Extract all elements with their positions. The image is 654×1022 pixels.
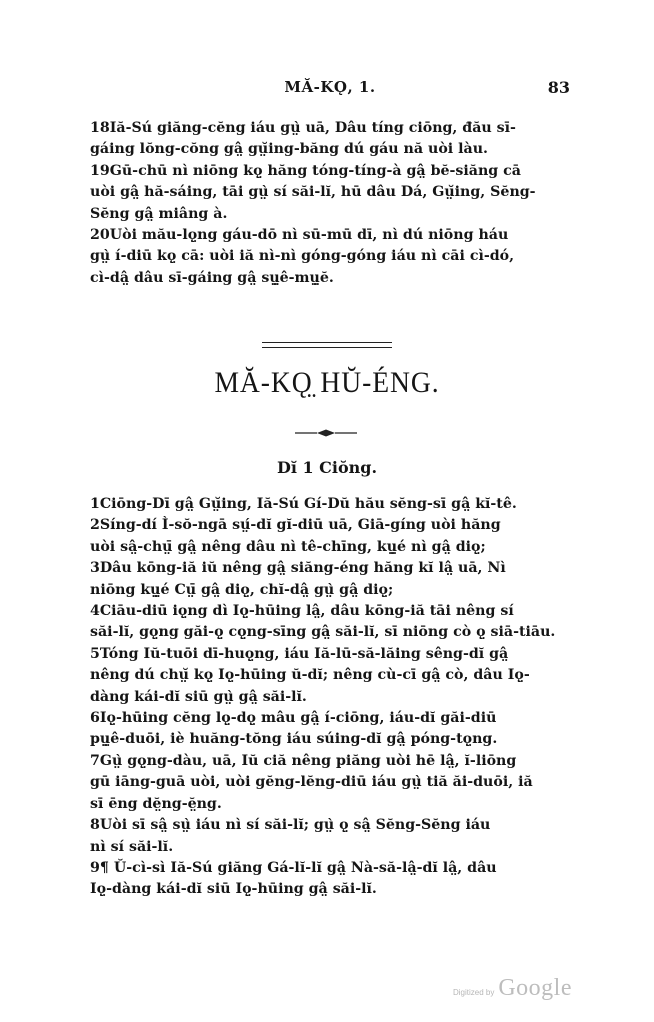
verse xyxy=(90,515,568,558)
verse-continuation-line: niōng kṳ̤é Cṳ̄ gâ̤ diǫ̤, chĭ-dâ̤ gṳ̀ gâ̤ diǫ̤; xyxy=(90,581,394,598)
verse-number: 2 xyxy=(90,517,100,534)
verse-text: Dâu kōng-iă iŭ nêng gâ̤ siăng-éng hăng kĭ lâ̤ uā, Nì xyxy=(99,560,506,577)
book-title: MĂ-KǪ̤ HŬ-ÉNG. xyxy=(214,366,440,399)
verse xyxy=(90,858,568,901)
verse-first-line xyxy=(90,161,568,182)
verse-first-line xyxy=(90,601,568,622)
google-logo: Google xyxy=(498,975,572,1001)
verse-continuation-line: cì-dâ̤ dâu sī-gáing gâ̤ sṳ̤ê-mṳ̤ĕ. xyxy=(90,269,334,286)
section-divider-rule xyxy=(262,342,392,348)
verse-text: Síng-dí Ì-sŏ-ngā sṳ́-dĭ gĭ-diū uā, Giā-gíng uòi hăng xyxy=(99,517,501,534)
verse-first-line xyxy=(90,644,568,665)
verse-first-line xyxy=(90,558,568,579)
verse-continuation-line: pṳ̤ê-duōi, iè huăng-tŏng iáu súing-dĭ gâ̤ póng-tǫ̤ng. xyxy=(90,731,498,748)
verse xyxy=(90,644,568,708)
verse-text: Tóng Iŭ-tuōi dī-huǫ̤ng, iáu Iă-lū-să-lăing sêng-dĭ gâ̤ xyxy=(99,645,509,662)
watermark-small-text: Digitized by xyxy=(452,988,495,997)
verse-continuation-line: uòi gâ̤ hă-sáing, tāi gṳ̀ sí săi-lĭ, hū dâu Dá, Gṳ̆ing, Sĕng- xyxy=(90,184,536,201)
verse xyxy=(90,494,568,515)
verse-continuation-line: Sĕng gâ̤ miâng à. xyxy=(90,205,228,222)
verse-number: 8 xyxy=(90,817,100,834)
chapter-one-verses xyxy=(90,494,568,901)
page-number: 83 xyxy=(547,78,570,97)
verse-number: 19 xyxy=(90,162,110,179)
verse-text: Gū-chū nì niōng kǫ̤ hăng tóng-tíng-à gâ̤ bĕ-siăng cā xyxy=(109,162,521,179)
verse xyxy=(90,225,568,289)
verse-text: ¶ Ŭ-cì-sì Iă-Sú giăng Gá-lĭ-lĭ gâ̤ Nà-să-lâ̤-dĭ lâ̤, dâu xyxy=(99,859,497,876)
running-title: MĂ-KǪ, 1. xyxy=(284,78,376,96)
verse-first-line xyxy=(90,515,568,536)
verse-number: 9 xyxy=(90,859,100,876)
verse-text: Iă-Sú giăng-cĕng iáu gṳ̀ uā, Dâu tíng ciōng, đău sī- xyxy=(109,120,516,136)
verse-text: Gṳ̀ gǫ̤ng-dàu, uā, Iŭ ciă nêng piăng uòi hē lâ̤, ĭ-liōng xyxy=(99,752,517,769)
verse-continuation-line: dàng kái-dĭ siū gṳ̀ gâ̤ săi-lĭ. xyxy=(90,688,307,705)
verse-number: 3 xyxy=(90,560,100,577)
verse-continuation-line: uòi sâ̤-chṳ̄ gâ̤ nêng dâu nì tê-chīng, kṳ̤é nì gâ̤ diǫ̤; xyxy=(90,538,486,555)
verse xyxy=(90,601,568,644)
verse-continuation-line: gáing lŏng-cŏng gâ̤ gṳ̆ing-băng dú gáu nă uòi làu. xyxy=(90,141,488,158)
verse-text: Uòi sī sâ̤ sṳ̀ iáu nì sí săi-lĭ; gṳ̀ ǫ̤ sâ̤ Sĕng-Sĕng iáu xyxy=(99,817,491,834)
verse-number: 6 xyxy=(90,710,100,727)
verse-continuation-line: nêng dú chṳ̆ kǫ̤ Iǫ̤-hūing ŭ-dĭ; nêng cù-cī gâ̤ cò, dâu Iǫ̤- xyxy=(90,667,530,684)
verse-first-line xyxy=(90,751,568,772)
verse-number: 1 xyxy=(90,496,100,512)
verse-number: 4 xyxy=(90,603,100,620)
verse-first-line xyxy=(90,858,568,879)
verse xyxy=(90,815,568,858)
verse-number: 18 xyxy=(90,120,110,136)
verse-number: 20 xyxy=(90,227,110,244)
ornament-divider xyxy=(295,428,357,438)
verse-continuation-line: săi-lĭ, gǫ̤ng găi-ǫ̤ cǫ̤ng-sīng gâ̤ săi-lĭ, sī niōng cò ǫ̤ siā-tiāu. xyxy=(90,624,556,641)
verse xyxy=(90,161,568,225)
verse-text: Ciōng-Dī gâ̤ Gṳ̆ing, Iă-Sú Gí-Dŭ hău sĕng-sī gâ̤ kĭ-tê. xyxy=(99,496,517,512)
verse-first-line xyxy=(90,494,568,515)
verse-continuation-line: sī ēng dĕ̤ng-ĕ̤ng. xyxy=(90,795,222,812)
verse-text: Uòi mău-lǫ̤ng gáu-dō nì sū-mū dī, nì dú niōng háu xyxy=(109,227,509,244)
verse-continuation-line: Iǫ̤-dàng kái-dĭ siū Iǫ̤-hūing gâ̤ săi-lĭ. xyxy=(90,881,377,898)
chapter-heading: Dĭ 1 Ciŏng. xyxy=(276,458,378,477)
verse-first-line xyxy=(90,815,568,836)
verse-number: 5 xyxy=(90,645,100,662)
verse xyxy=(90,558,568,601)
digitized-watermark xyxy=(453,975,572,1002)
verse-number: 7 xyxy=(90,752,100,769)
previous-chapter-verses xyxy=(90,118,568,289)
verse-continuation-line: nì sí săi-lĭ. xyxy=(90,838,174,855)
verse xyxy=(90,118,568,161)
running-header xyxy=(90,78,570,102)
verse-continuation-line: gṳ̀ í-diū kǫ̤ cā: uòi iă nì-nì góng-góng iáu nì cāi cì-dó, xyxy=(90,248,515,265)
verse-first-line xyxy=(90,225,568,246)
verse xyxy=(90,751,568,815)
verse-text: Iǫ̤-hūing cĕng lǫ̤-dǫ̤ mâu gâ̤ í-ciōng, iáu-dĭ găi-diū xyxy=(99,710,497,727)
verse-first-line xyxy=(90,708,568,729)
verse-continuation-line: gū iāng-guā uòi, uòi gĕng-lĕng-diū iáu gṳ̀ tiă ăi-duōi, iă xyxy=(90,774,533,791)
verse-text: Ciāu-diū iǫ̤ng dì Iǫ̤-hūing lâ̤, dâu kōng-iă tāi nêng sí xyxy=(99,603,514,620)
verse xyxy=(90,708,568,751)
verse-first-line xyxy=(90,118,568,139)
